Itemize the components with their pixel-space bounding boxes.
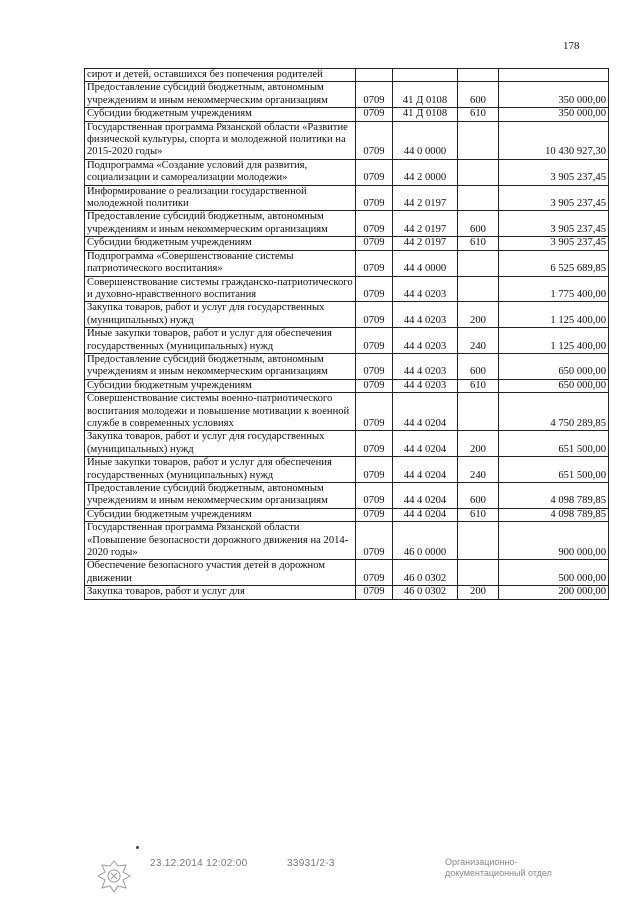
row-expense-type-cell: 600 bbox=[458, 211, 499, 237]
row-amount-cell: 650 000,00 bbox=[499, 379, 609, 392]
row-target-code-cell bbox=[393, 69, 458, 82]
row-section-cell: 0709 bbox=[356, 522, 393, 560]
row-amount-cell: 3 905 237,45 bbox=[499, 159, 609, 185]
row-name-cell: Закупка товаров, работ и услуг для государственных (муниципальных) нужд bbox=[85, 302, 356, 328]
row-name-cell: Государственная программа Рязанской области «Повышение безопасности дорожного движения на 2014-2020 годы» bbox=[85, 522, 356, 560]
row-target-code-cell: 44 4 0203 bbox=[393, 302, 458, 328]
row-name-cell: Обеспечение безопасного участия детей в дорожном движении bbox=[85, 560, 356, 586]
row-expense-type-cell bbox=[458, 121, 499, 159]
coat-of-arms-stamp-icon bbox=[92, 858, 136, 894]
row-section-cell: 0709 bbox=[356, 159, 393, 185]
row-target-code-cell: 44 4 0204 bbox=[393, 457, 458, 483]
row-target-code-cell: 44 2 0197 bbox=[393, 211, 458, 237]
row-expense-type-cell: 600 bbox=[458, 82, 499, 108]
row-target-code-cell: 41 Д 0108 bbox=[393, 108, 458, 121]
row-amount-cell: 4 750 289,85 bbox=[499, 393, 609, 431]
row-expense-type-cell bbox=[458, 185, 499, 211]
row-expense-type-cell: 610 bbox=[458, 237, 499, 250]
table-row bbox=[85, 237, 609, 250]
row-target-code-cell: 41 Д 0108 bbox=[393, 82, 458, 108]
row-target-code-cell: 44 0 0000 bbox=[393, 121, 458, 159]
row-target-code-cell: 44 4 0203 bbox=[393, 276, 458, 302]
row-amount-cell: 4 098 789,85 bbox=[499, 483, 609, 509]
page-number: 178 bbox=[563, 40, 580, 52]
row-section-cell: 0709 bbox=[356, 393, 393, 431]
row-expense-type-cell: 200 bbox=[458, 302, 499, 328]
row-name-cell: Совершенствование системы военно-патриотического воспитания молодежи и повышение мотивации к военной службе в современных условиях bbox=[85, 393, 356, 431]
table-row bbox=[85, 353, 609, 379]
row-expense-type-cell: 600 bbox=[458, 483, 499, 509]
row-target-code-cell: 44 4 0204 bbox=[393, 393, 458, 431]
row-amount-cell: 1 775 400,00 bbox=[499, 276, 609, 302]
row-name-cell: Подпрограмма «Совершенствование системы патриотического воспитания» bbox=[85, 250, 356, 276]
row-target-code-cell: 44 4 0203 bbox=[393, 328, 458, 354]
table-row bbox=[85, 185, 609, 211]
row-name-cell: Подпрограмма «Создание условий для развития, социализации и самореализации молодежи» bbox=[85, 159, 356, 185]
row-section-cell: 0709 bbox=[356, 276, 393, 302]
row-amount-cell: 3 905 237,45 bbox=[499, 185, 609, 211]
row-name-cell: Закупка товаров, работ и услуг для государственных (муниципальных) нужд bbox=[85, 431, 356, 457]
row-expense-type-cell: 600 bbox=[458, 353, 499, 379]
row-name-cell: Иные закупки товаров, работ и услуг для обеспечения государственных (муниципальных) нужд bbox=[85, 457, 356, 483]
table-row bbox=[85, 560, 609, 586]
row-expense-type-cell bbox=[458, 276, 499, 302]
row-expense-type-cell: 200 bbox=[458, 586, 499, 599]
row-expense-type-cell bbox=[458, 393, 499, 431]
row-amount-cell: 350 000,00 bbox=[499, 82, 609, 108]
table-row bbox=[85, 82, 609, 108]
table-row bbox=[85, 121, 609, 159]
budget-table-body bbox=[85, 69, 609, 600]
row-amount-cell: 200 000,00 bbox=[499, 586, 609, 599]
table-row bbox=[85, 302, 609, 328]
row-section-cell: 0709 bbox=[356, 431, 393, 457]
row-section-cell: 0709 bbox=[356, 483, 393, 509]
row-target-code-cell: 44 4 0204 bbox=[393, 483, 458, 509]
row-amount-cell: 6 525 689,85 bbox=[499, 250, 609, 276]
row-name-cell: Предоставление субсидий бюджетным, автономным учреждениям и иным некоммерческим организациям bbox=[85, 483, 356, 509]
row-expense-type-cell bbox=[458, 250, 499, 276]
table-row bbox=[85, 328, 609, 354]
table-row bbox=[85, 108, 609, 121]
row-expense-type-cell: 610 bbox=[458, 379, 499, 392]
row-target-code-cell: 44 2 0197 bbox=[393, 185, 458, 211]
row-amount-cell: 1 125 400,00 bbox=[499, 328, 609, 354]
row-name-cell: Предоставление субсидий бюджетным, автономным учреждениям и иным некоммерческим организациям bbox=[85, 211, 356, 237]
row-expense-type-cell: 610 bbox=[458, 108, 499, 121]
row-amount-cell: 10 430 927,30 bbox=[499, 121, 609, 159]
scan-dot-mark bbox=[136, 846, 139, 849]
row-amount-cell: 651 500,00 bbox=[499, 457, 609, 483]
row-name-cell: Государственная программа Рязанской области «Развитие физической культуры, спорта и молодежной политики на 2015-2020 годы» bbox=[85, 121, 356, 159]
row-target-code-cell: 44 4 0203 bbox=[393, 353, 458, 379]
row-expense-type-cell bbox=[458, 69, 499, 82]
row-expense-type-cell: 610 bbox=[458, 508, 499, 521]
row-name-cell: Субсидии бюджетным учреждениям bbox=[85, 108, 356, 121]
row-section-cell: 0709 bbox=[356, 586, 393, 599]
row-target-code-cell: 44 2 0000 bbox=[393, 159, 458, 185]
row-expense-type-cell: 240 bbox=[458, 457, 499, 483]
row-name-cell: Субсидии бюджетным учреждениям bbox=[85, 379, 356, 392]
row-section-cell: 0709 bbox=[356, 250, 393, 276]
table-row bbox=[85, 508, 609, 521]
row-section-cell bbox=[356, 69, 393, 82]
table-row bbox=[85, 522, 609, 560]
row-name-cell: Совершенствование системы гражданско-патриотического и духовно-нравственного воспитания bbox=[85, 276, 356, 302]
row-name-cell: Субсидии бюджетным учреждениям bbox=[85, 508, 356, 521]
row-amount-cell: 651 500,00 bbox=[499, 431, 609, 457]
row-target-code-cell: 44 4 0204 bbox=[393, 431, 458, 457]
row-section-cell: 0709 bbox=[356, 185, 393, 211]
row-expense-type-cell bbox=[458, 159, 499, 185]
row-section-cell: 0709 bbox=[356, 353, 393, 379]
budget-table bbox=[84, 68, 609, 600]
row-amount-cell: 350 000,00 bbox=[499, 108, 609, 121]
row-amount-cell bbox=[499, 69, 609, 82]
row-expense-type-cell: 200 bbox=[458, 431, 499, 457]
row-section-cell: 0709 bbox=[356, 302, 393, 328]
row-amount-cell: 500 000,00 bbox=[499, 560, 609, 586]
row-target-code-cell: 46 0 0302 bbox=[393, 586, 458, 599]
row-amount-cell: 4 098 789,85 bbox=[499, 508, 609, 521]
footer-department bbox=[445, 857, 552, 879]
row-section-cell: 0709 bbox=[356, 508, 393, 521]
table-row bbox=[85, 211, 609, 237]
row-expense-type-cell: 240 bbox=[458, 328, 499, 354]
table-row bbox=[85, 483, 609, 509]
row-name-cell: Предоставление субсидий бюджетным, автономным учреждениям и иным некоммерческим организациям bbox=[85, 82, 356, 108]
footer-datetime: 23.12.2014 12:02:00 bbox=[150, 858, 248, 869]
row-target-code-cell: 44 2 0197 bbox=[393, 237, 458, 250]
table-row bbox=[85, 393, 609, 431]
row-section-cell: 0709 bbox=[356, 237, 393, 250]
row-name-cell: Предоставление субсидий бюджетным, автономным учреждениям и иным некоммерческим организациям bbox=[85, 353, 356, 379]
row-expense-type-cell bbox=[458, 522, 499, 560]
row-section-cell: 0709 bbox=[356, 82, 393, 108]
row-name-cell: сирот и детей, оставшихся без попечения родителей bbox=[85, 69, 356, 82]
row-name-cell: Субсидии бюджетным учреждениям bbox=[85, 237, 356, 250]
row-section-cell: 0709 bbox=[356, 457, 393, 483]
table-row bbox=[85, 379, 609, 392]
row-section-cell: 0709 bbox=[356, 121, 393, 159]
row-target-code-cell: 44 4 0204 bbox=[393, 508, 458, 521]
row-amount-cell: 3 905 237,45 bbox=[499, 211, 609, 237]
row-section-cell: 0709 bbox=[356, 379, 393, 392]
row-section-cell: 0709 bbox=[356, 108, 393, 121]
row-target-code-cell: 46 0 0302 bbox=[393, 560, 458, 586]
table-row bbox=[85, 276, 609, 302]
row-amount-cell: 900 000,00 bbox=[499, 522, 609, 560]
row-target-code-cell: 44 4 0000 bbox=[393, 250, 458, 276]
row-amount-cell: 1 125 400,00 bbox=[499, 302, 609, 328]
table-row bbox=[85, 159, 609, 185]
row-target-code-cell: 46 0 0000 bbox=[393, 522, 458, 560]
row-name-cell: Информирование о реализации государственной молодежной политики bbox=[85, 185, 356, 211]
row-amount-cell: 650 000,00 bbox=[499, 353, 609, 379]
table-row bbox=[85, 457, 609, 483]
table-row bbox=[85, 431, 609, 457]
row-amount-cell: 3 905 237,45 bbox=[499, 237, 609, 250]
table-row bbox=[85, 69, 609, 82]
row-section-cell: 0709 bbox=[356, 328, 393, 354]
row-section-cell: 0709 bbox=[356, 560, 393, 586]
row-name-cell: Иные закупки товаров, работ и услуг для обеспечения государственных (муниципальных) нужд bbox=[85, 328, 356, 354]
row-section-cell: 0709 bbox=[356, 211, 393, 237]
row-target-code-cell: 44 4 0203 bbox=[393, 379, 458, 392]
footer-doc-code: 33931/2-3 bbox=[287, 858, 335, 869]
footer-dept-line1: Организационно- bbox=[445, 857, 518, 867]
row-expense-type-cell bbox=[458, 560, 499, 586]
footer-dept-line2: документационный отдел bbox=[445, 868, 552, 878]
table-row bbox=[85, 586, 609, 599]
row-name-cell: Закупка товаров, работ и услуг для bbox=[85, 586, 356, 599]
table-row bbox=[85, 250, 609, 276]
